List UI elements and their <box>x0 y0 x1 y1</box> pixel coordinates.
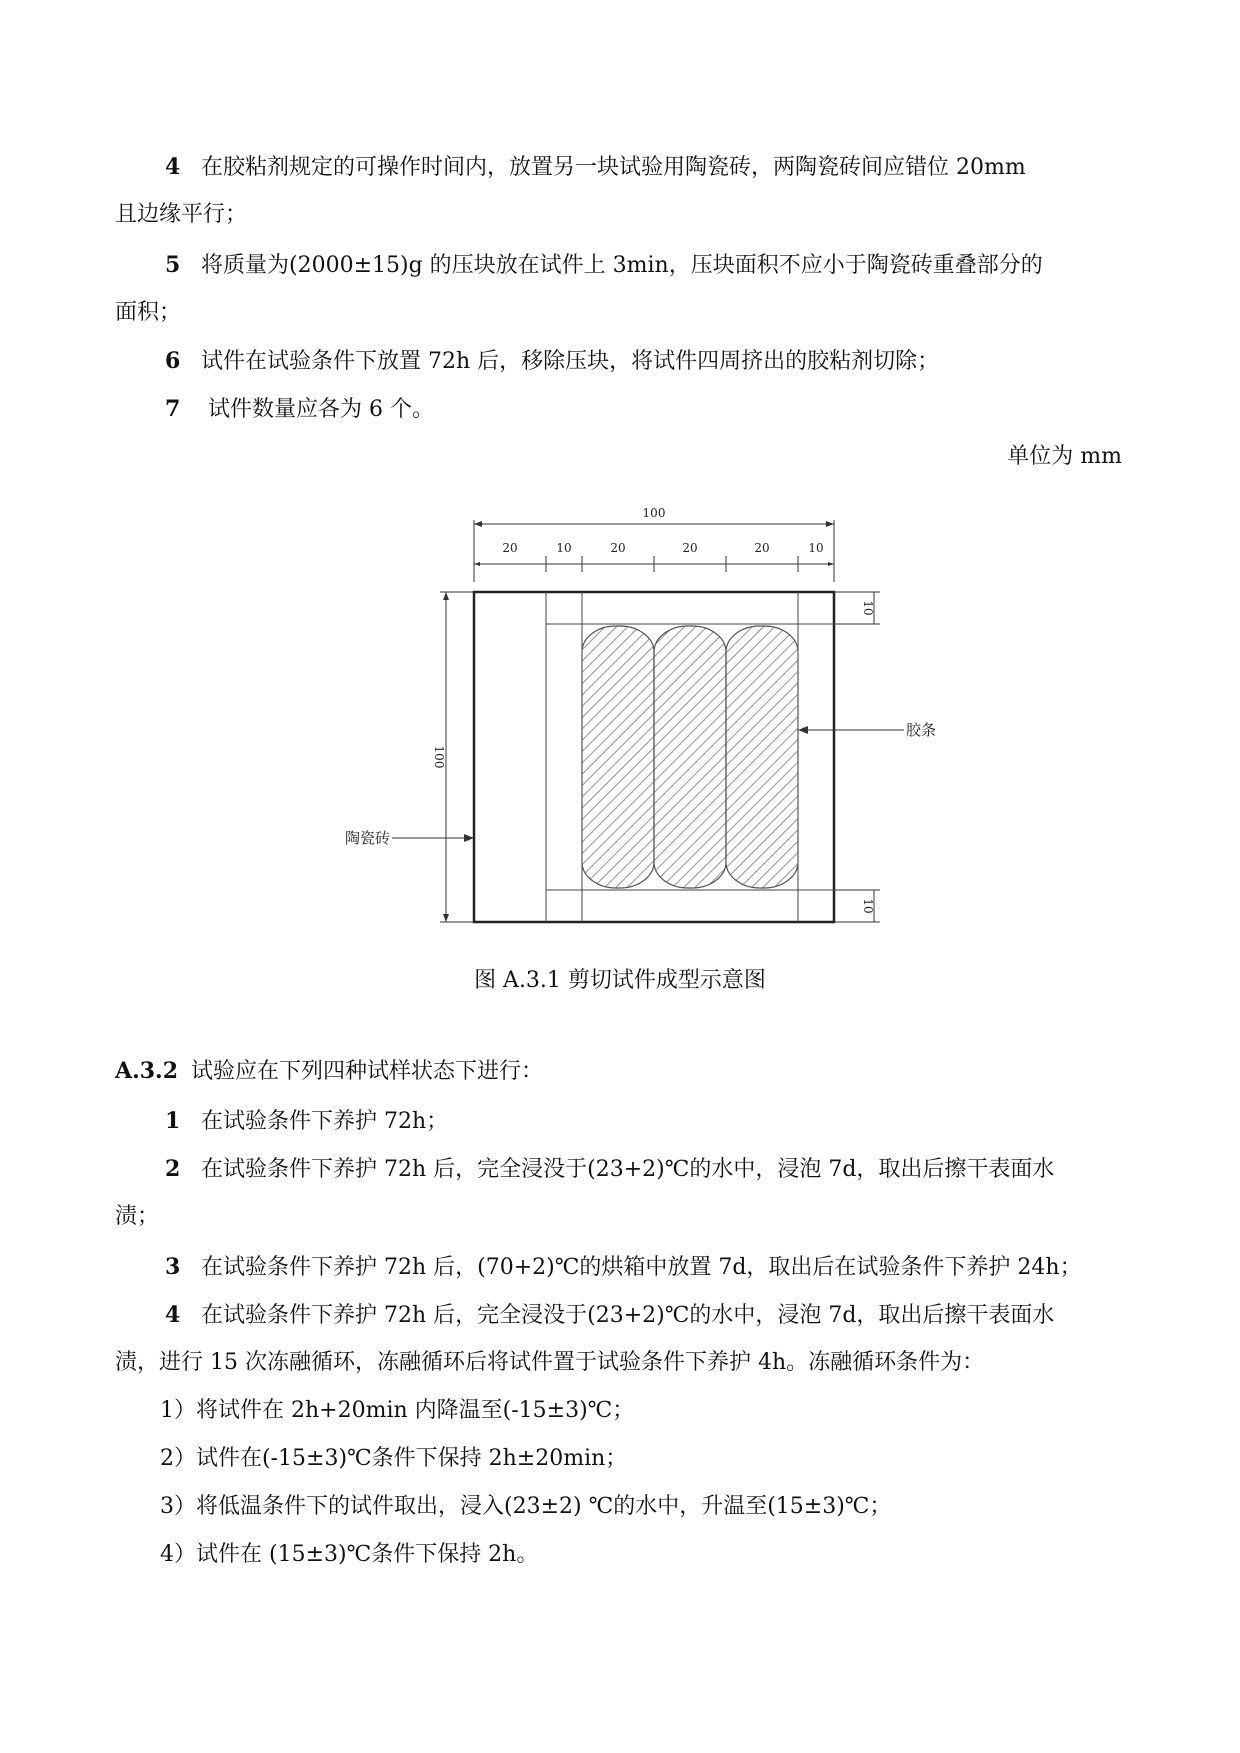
condition-text: 在试验条件下养护 72h 后，(70+2)℃的烘箱中放置 7d，取出后在试验条件下养护 24h； <box>201 1255 1082 1280</box>
glue-label: 胶条 <box>906 721 937 739</box>
glue-strip <box>582 626 654 888</box>
section-text: 试验应在下列四种试样状态下进行： <box>191 1059 544 1084</box>
dim-label-seg: 20 <box>754 541 770 555</box>
step-number: 5 <box>165 252 181 278</box>
sub-item: 4）试件在 (15±3)℃条件下保持 2h。 <box>160 1542 539 1567</box>
condition-number: 1 <box>165 1108 181 1134</box>
dimension-top-segments <box>474 541 834 572</box>
condition-4 <box>165 1300 1054 1331</box>
step-text: 将质量为(2000±15)g 的压块放在试件上 3min，压块面积不应小于陶瓷砖重叠部分的 <box>201 253 1043 278</box>
dim-label-right-top: 10 <box>861 600 875 616</box>
dim-label-seg: 10 <box>808 541 824 555</box>
sub-item: 2）试件在(-15±3)℃条件下保持 2h±20min； <box>160 1446 628 1471</box>
step-4-continuation: 且边缘平行； <box>115 202 248 227</box>
figure-caption: 图 A.3.1 剪切试件成型示意图 <box>474 968 766 993</box>
dim-label-seg: 20 <box>502 541 518 555</box>
step-6 <box>165 346 939 377</box>
section-number: A.3.2 <box>115 1058 179 1084</box>
unit-note: 单位为 mm <box>1007 444 1122 469</box>
tile-leader <box>345 829 474 847</box>
step-text: 试件在试验条件下放置 72h 后，移除压块，将试件四周挤出的胶粘剂切除； <box>201 349 940 374</box>
dimension-right-bottom <box>834 890 880 922</box>
condition-number: 4 <box>165 1302 181 1328</box>
step-number: 4 <box>165 154 181 180</box>
step-number: 6 <box>165 348 181 374</box>
condition-2-continuation: 渍； <box>115 1204 160 1229</box>
dim-label-left: 100 <box>432 745 446 769</box>
dim-label-right-bottom: 10 <box>861 898 875 914</box>
tile-label: 陶瓷砖 <box>344 829 390 847</box>
sub-item: 1）将试件在 2h+20min 内降温至(-15±3)℃； <box>160 1398 635 1423</box>
glue-strip <box>726 626 798 888</box>
section-heading <box>115 1056 543 1087</box>
sub-item: 3）将低温条件下的试件取出，浸入(23±2) ℃的水中，升温至(15±3)℃； <box>160 1494 892 1519</box>
condition-number: 2 <box>165 1156 181 1182</box>
dimension-right-top <box>834 592 880 624</box>
condition-number: 3 <box>165 1254 181 1280</box>
dim-label-total: 100 <box>642 506 666 520</box>
glue-leader <box>798 721 936 739</box>
condition-text: 在试验条件下养护 72h 后，完全浸没于(23+2)℃的水中，浸泡 7d，取出后擦干表面水 <box>201 1303 1055 1328</box>
step-text: 在胶粘剂规定的可操作时间内，放置另一块试验用陶瓷砖，两陶瓷砖间应错位 20mm <box>201 155 1026 180</box>
dim-label-seg: 20 <box>610 541 626 555</box>
condition-2 <box>165 1154 1054 1185</box>
step-number: 7 <box>165 396 181 422</box>
step-text: 试件数量应各为 6 个。 <box>201 397 434 422</box>
step-5-continuation: 面积； <box>115 300 182 325</box>
condition-1 <box>165 1106 448 1137</box>
glue-strip <box>654 626 726 888</box>
condition-text: 在试验条件下养护 72h； <box>201 1109 449 1134</box>
dim-label-seg: 20 <box>682 541 698 555</box>
dimension-left <box>432 592 474 922</box>
step-7 <box>165 394 434 425</box>
shear-specimen-diagram <box>290 500 937 940</box>
glue-strips <box>582 626 798 888</box>
dim-label-seg: 10 <box>556 541 572 555</box>
step-5 <box>165 250 1043 281</box>
condition-3 <box>165 1252 1082 1283</box>
condition-4-continuation: 渍，进行 15 次冻融循环，冻融循环后将试件置于试验条件下养护 4h。冻融循环条件为： <box>115 1350 985 1375</box>
condition-text: 在试验条件下养护 72h 后，完全浸没于(23+2)℃的水中，浸泡 7d，取出后擦干表面水 <box>201 1157 1055 1182</box>
step-4 <box>165 152 1026 183</box>
